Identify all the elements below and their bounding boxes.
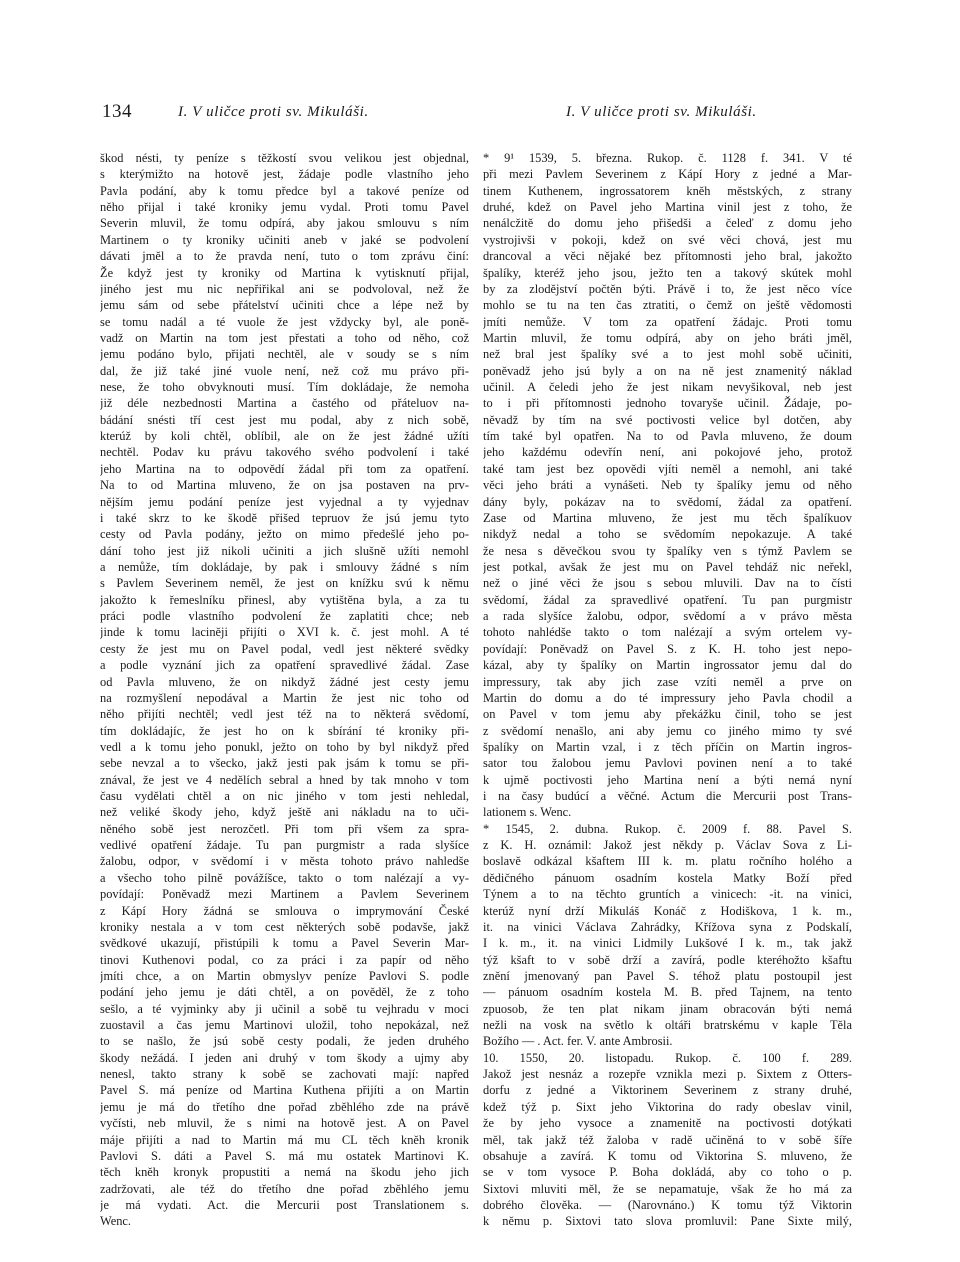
text-line: dobrého člověka. — (Narovnáno.) K tomu týž Viktorin xyxy=(483,1198,852,1212)
text-line: věci jeho bráti a vynášeti. Neb ty špalíky jemu od něho xyxy=(483,478,852,493)
text-line: svědkové ukazují, přistúpili k tomu a Pavel Severin Mar- xyxy=(100,936,469,951)
text-line: cesty od Pavla podány, ježto on mimo předešlé jeho po- xyxy=(100,527,469,542)
text-line: od Pavla mluveno, že on nikdyž žádné jest cesty jemu xyxy=(100,674,469,689)
text-line: Martinem o ty kroniky učiniti aneb v jaké se podvolení xyxy=(100,232,469,247)
text-line: Pavla podání, aby k tomu předce byl a takové peníze od xyxy=(100,183,469,198)
text-line: těch kněh kronyk propustiti a nemá na škodu jeho jich xyxy=(100,1165,469,1180)
text-line: kterúž by koli chtěl, oblíbil, ale on že jest žádné užíti xyxy=(100,429,469,444)
text-line: dání toho jest již nikoli učiniti a jich slušně užíti nemohl xyxy=(100,543,469,558)
text-line: Týnem a to na těchto gruntích a vinicech: -it. na vinici, xyxy=(483,887,852,902)
text-line: Pavlovi S. dáti a Pavel S. má mu ostatek Martinovi K. xyxy=(100,1148,469,1163)
text-line: něného sobě jest nerozčetl. Při tom při všem za spra- xyxy=(100,821,469,836)
text-line: znával, že jest ve 4 nedělích sebral a hned by tak mnoho v tom xyxy=(100,772,469,787)
text-line: jinde k tomu laciněji přijíti o XVI k. č. jest mohl. A té xyxy=(100,625,469,640)
text-line: jakožto k řemeslníku přinesl, aby vytištěna byla, a za tu xyxy=(100,592,469,607)
text-line: kdež týž p. Sixt jeho Viktorina do rady obeslav vinil, xyxy=(483,1099,852,1114)
text-line: a nemůže, tím dokládaje, by pak i smlouvy žádné s ním xyxy=(100,559,469,574)
text-line: i na časy budúcí a věčné. Actum die Mercurii post Trans- xyxy=(483,789,852,804)
text-line: s kterýmižto na hotově jest, žádaje podle vlastního jeho xyxy=(100,167,469,182)
text-line: nějším jemu podání peníze jest vyjednal a ty vyjednav xyxy=(100,494,469,509)
text-line: podání jeho jemu je dáti chtěl, a on pověděl, že z toho xyxy=(100,985,469,1000)
text-line: jmíti nemůže. V tom za opatření žádajc. Proti tomu xyxy=(483,314,852,329)
text-line: Božího — . Act. fer. V. ante Ambrosii. xyxy=(483,1034,673,1049)
text-line: k němu p. Sixtovi tato slova promluvil: Pane Sixte milý, xyxy=(483,1214,852,1229)
text-line: dorfu z jedné a Viktorinem Severinem z strany druhé, xyxy=(483,1083,852,1098)
text-line: dědičného pánuom osadním kostela Matky Boží před xyxy=(483,870,852,885)
text-line: zadržovati, ale též do třetího dne pořad zběhlého jemu xyxy=(100,1181,469,1196)
text-line: impressury, tak aby jich zase vzíti neměl a prve on xyxy=(483,674,852,689)
text-line: že nesa s děvečkou svou ty špalíky ven s týmž Pavlem se xyxy=(483,543,852,558)
text-line: dány byly, pokázav na to svědomí, žádal za opatření. xyxy=(483,494,852,509)
text-line: jiného jest mu nic nepřiřikal ani se podvoloval, než že xyxy=(100,281,469,296)
text-line: času vydělati chtěl a on nic jiného v tom jesti nehledal, xyxy=(100,789,469,804)
text-line: vadž on Martin na tom jest přestati a toho od něho, což xyxy=(100,330,469,345)
running-header-right: I. V uličce proti sv. Mikuláši. xyxy=(566,104,757,120)
text-line: nese, že toho obvyknouti musí. Tím dokládaje, že nemoha xyxy=(100,380,469,395)
text-line: mohlo se tu na ten čas ztratiti, o čemž on ještě vědomosti xyxy=(483,298,852,313)
text-line: škod nésti, ty peníze s těžkostí svou velikou jest objednal, xyxy=(100,151,469,165)
text-line: on Pavel v tom jemu aby překážku činil, toho se jest xyxy=(483,707,852,722)
text-line: nenálcžitě do domu jeho přišedši a čeleď z domu jeho xyxy=(483,216,852,231)
text-line: něho přijal i také kroniky jemu vydal. Proti tomu Pavel xyxy=(100,200,469,215)
text-line: Jakož jest nesnáz a rozepře vznikla mezi p. Sixtem z Otters- xyxy=(483,1067,852,1082)
text-line: na rozmyšlení nepodával a Martin že jest nic toho od xyxy=(100,690,469,705)
text-line: Pavel S. má peníze od Martina Kuthena přijíti a on Martin xyxy=(100,1083,469,1098)
text-line: špalíky on Martin vzal, i z těch příčin on Martin ingros- xyxy=(483,739,852,754)
text-line: poněvadž jeho jsú byly a on na ně jest znamenitý náklad xyxy=(483,363,852,378)
text-line: než veliké škody jeho, když ještě ani nákladu na to uči- xyxy=(100,805,469,820)
text-line: jeho každému odevřín není, ani pokojové jeho, protož xyxy=(483,445,852,460)
text-line: týž kšaft to v sobě drží a zavírá, podle kteréhožto kšaftu xyxy=(483,952,852,967)
text-line: k ujmě poctivosti jeho Martina není a býti nemá nyní xyxy=(483,772,852,787)
text-line: sebe nevzal a to všecko, jakž jesti pak jsám k tomu se při- xyxy=(100,756,469,771)
text-line: Sixtovi mluviti měl, že se nepamatuje, však že ho má za xyxy=(483,1181,852,1196)
text-line: nežli na vosk na světlo k oltáři bratrskému v kaple Těla xyxy=(483,1018,852,1033)
text-line: Zase od Martina mluveno, že jest mu těch špalíkuov xyxy=(483,510,852,525)
text-line: tím také byl opatřen. Na to od Pavla mluveno, že doum xyxy=(483,429,852,444)
text-line: it. na vinici Václava Zahrádky, Křížova syna z Podskalí, xyxy=(483,919,852,934)
text-line: z K. H. oznámil: Jakož jest někdy p. Václav Sova z Li- xyxy=(483,838,852,853)
text-line: I k. m., it. na vinici Lidmily Lukšové I k. m., tak jakž xyxy=(483,936,852,951)
text-line: z svědomí nenašlo, ani aby jemu co jiného mimo ty své xyxy=(483,723,852,738)
text-line: tohoto nahlédše takto o tom nalézají a svým ortelem vy- xyxy=(483,625,852,640)
text-line: vystrojivši v pokoji, kdež on své věci chová, jest mu xyxy=(483,232,852,247)
text-line: z Kápí Hory žádná se smlouva o imprymování České xyxy=(100,903,469,918)
text-line: než o jiné věci že jsou s sebou mluvili. Dav na to čísti xyxy=(483,576,852,591)
text-line: bádání snésti tří cest jest mu podal, aby z nich sobě, xyxy=(100,412,469,427)
text-line: učinil. A čeledi jeho že jest nikam nevyšikoval, neb jest xyxy=(483,380,852,395)
text-line: měl, tak jakž též žaloba v radě učiněná to v sobě šíře xyxy=(483,1132,852,1147)
text-line: vedl a k tomu jeho ponukl, ježto on toho by byl nikdyž před xyxy=(100,739,469,754)
text-line: jemu podáno bylo, přijati nechtěl, ale v soudy se s ním xyxy=(100,347,469,362)
text-line: a rada slyšíce žalobu, odpor, svědomí a v právo města xyxy=(483,609,852,624)
text-line: Severin mluvil, že tomu odpírá, aby jakou smlouvu s ním xyxy=(100,216,469,231)
text-line: jest potkal, avšak že jest mu on Pavel tehdáž nic neřekl, xyxy=(483,559,852,574)
text-line: máje přijíti a nad to Martin má mu CL těch kněh kronik xyxy=(100,1132,469,1147)
text-line: něho přijíti nechtěl; vedl jest též na to některá svědomí, xyxy=(100,707,469,722)
text-line: s Pavlem Severinem neměl, že jest on knížku svú k němu xyxy=(100,576,469,591)
text-line: kroniky nestala a v tom cest některých sobě podavše, jakž xyxy=(100,919,469,934)
left-text-column xyxy=(100,150,469,1230)
text-line: kázal, aby ty špalíky on Martin ingrossator jemu dal do xyxy=(483,658,852,673)
text-line: je má vydati. Act. die Mercurii post Translationem s. xyxy=(100,1198,469,1212)
text-line: to se našlo, že jsú sobě cesty podali, že jeden druhého xyxy=(100,1034,469,1049)
right-text-column xyxy=(483,150,852,1230)
text-line: i také skrz to ke škodě přišed tepruov že jsú jemu tyto xyxy=(100,510,469,525)
text-line: lationem s. Wenc. xyxy=(483,805,572,820)
text-line: to i při přítomnosti jednoho tovaryše učinil. Žádaje, po- xyxy=(483,396,852,411)
text-line: svědomí, žádal za spravedlivé opatření. Tu pan purgmistr xyxy=(483,592,852,607)
text-line: Martin do domu a do té impressury jeho Pavla chodil a xyxy=(483,690,852,705)
text-line: by za zlodějství počtěn býti. Právě i to, že jest něco více xyxy=(483,281,852,296)
text-line: že by jeho vysoce a znamenitě na poctivosti dotýkati xyxy=(483,1116,852,1131)
page-number: 134 xyxy=(102,101,132,122)
text-line: boslavě odkázal kšaftem III k. m. platu ročního holého a xyxy=(483,854,852,869)
text-line: jmíti chce, a on Martin obmyslyv peníze Pavlovi S. podle xyxy=(100,968,469,983)
running-header-left: I. V uličce proti sv. Mikuláši. xyxy=(178,104,369,120)
text-line: znění jmenovaný pan Pavel S. téhož platu postoupil jest xyxy=(483,968,852,983)
text-line: jemu sám od sebe přátelství učiniti chce a lépe než by xyxy=(100,298,469,313)
text-line: * 9¹ 1539, 5. března. Rukop. č. 1128 f. 341. V té xyxy=(483,151,852,165)
text-line: cesty že jest mu on Pavel podal, vedl jest některé svědky xyxy=(100,641,469,656)
text-line: při mezi Pavlem Severinem z Kápí Hory z jedné a Mar- xyxy=(483,167,852,182)
text-line: sešlo, a té vyjminky aby ji učinil a sobě tu vejhradu v moci xyxy=(100,1001,469,1016)
text-line: 10. 1550, 20. listopadu. Rukop. č. 100 f. 289. xyxy=(483,1050,852,1065)
text-line: tinovi Kuthenovi podal, co za práci i za papír od něho xyxy=(100,952,469,967)
text-line: také tam jest bez opovědi vjíti neměl a nemohl, ani také xyxy=(483,461,852,476)
text-line: žalobu, odpor, v svědomí i v města tohoto právo nahledše xyxy=(100,854,469,869)
text-line: tinem Kuthenem, ingrossatorem kněh městských, z strany xyxy=(483,183,852,198)
text-line: Wenc. xyxy=(100,1214,131,1229)
text-line: zpuosob, že ten plat nikam jinam obracován býti nemá xyxy=(483,1001,852,1016)
text-line: povídají: Poněvadž mezi Martinem a Pavlem Severinem xyxy=(100,887,469,902)
text-line: jemu je má do třetího dne pořad zběhlého zde na právě xyxy=(100,1099,469,1114)
text-line: něvadž by tím na své poctivosti velice byl dotčen, aby xyxy=(483,412,852,427)
text-line: nechtěl. Podav ku právu takového svého podvolení i také xyxy=(100,445,469,460)
text-line: špalíky, kteréž jeho jsou, ježto ten a takový skútek mohl xyxy=(483,265,852,280)
text-line: * 1545, 2. dubna. Rukop. č. 2009 f. 88. Pavel S. xyxy=(483,821,852,836)
text-line: škody nežádá. I jeden ani druhý v tom škody a ujmy aby xyxy=(100,1050,469,1065)
text-line: se tomu nadál a té vuole že jest vždycky byl, ale poně- xyxy=(100,314,469,329)
text-line: — pánuom osadním kostela M. B. před Tajnem, na tento xyxy=(483,985,852,1000)
text-line: již déle nezbednosti Martina a častého od přáteluov na- xyxy=(100,396,469,411)
text-line: tím dokládajíc, že jest ho on k sbírání té kroniky při- xyxy=(100,723,469,738)
text-line: kterúž nyní drží Mikuláš Konáč z Hodiškova, 1 k. m., xyxy=(483,903,852,918)
text-line: Že když jest ty kroniky od Martina k vytisknutí přijal, xyxy=(100,265,469,280)
text-line: nenesl, takto strany k sobě se zachovati mají: napřed xyxy=(100,1067,469,1082)
text-line: zuostavil a čas jemu Martinovi uložil, toho nepokázal, než xyxy=(100,1018,469,1033)
text-line: vedlivé opatření žádaje. Tu pan purgmistr a rada slyšíce xyxy=(100,838,469,853)
text-line: obsahuje a zavírá. K tomu od Viktorina S. mluveno, že xyxy=(483,1148,852,1163)
text-line: dávati jměl a to že pravda není, tuto o tom zprávu činí: xyxy=(100,249,469,264)
text-line: drancoval a věci nějaké bez přítomnosti jeho bral, jakožto xyxy=(483,249,852,264)
text-line: dal, že již také jiné vuole není, než což mu právo při- xyxy=(100,363,469,378)
text-line: povídají: Poněvadž on Pavel S. z K. H. toho jest nepo- xyxy=(483,641,852,656)
text-line: vyčísti, neb mluvil, že s nimi na hotově jest. A on Pavel xyxy=(100,1116,469,1131)
text-line: se v tom vysoce P. Boha dokládá, aby co toho o p. xyxy=(483,1165,852,1180)
text-line: práci podle vlastního podvolení že zaplatiti chce; neb xyxy=(100,609,469,624)
text-line: a podle vyznání jich za opatření spravedlivé žádal. Zase xyxy=(100,658,469,673)
text-line: druhé, kdež on Pavel jeho Martina vinil jest z toho, že xyxy=(483,200,852,215)
text-line: jeho Martina na to odpovědí žádal při tom za opatření. xyxy=(100,461,469,476)
text-line: a všecho toho pilně povážíšce, takto o tom nalézají a vy- xyxy=(100,870,469,885)
text-line: sator tou žalobou jemu Pavlovi povinen není a to také xyxy=(483,756,852,771)
text-line: nikdyž nedal a toho se svědomím nepokazuje. A také xyxy=(483,527,852,542)
text-line: než bral jest špalíky své a to jest mohl sobě učiniti, xyxy=(483,347,852,362)
text-line: Na to od Martina mluveno, že on jsa postaven na prv- xyxy=(100,478,469,493)
text-line: Martin mluvil, že tomu odpírá, aby on jeho bráti jměl, xyxy=(483,330,852,345)
